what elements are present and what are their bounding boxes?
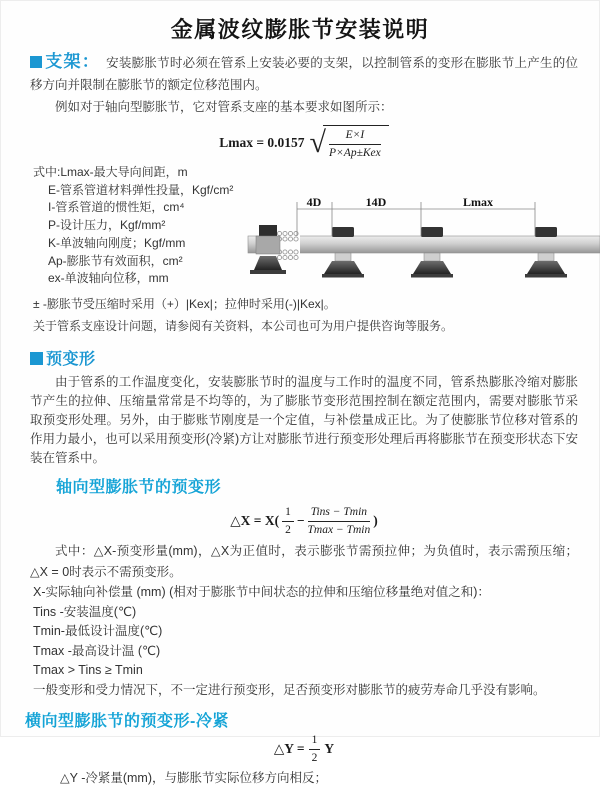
fraction-denominator: 2 [311, 751, 318, 764]
section-bullet-icon [30, 56, 42, 68]
support-intro-text: 安装膨胀节时必须在管系上安装必要的支架，以控制管系的变形在膨胀节上产生的位移方向并限制在膨胀节的额定位移范围内。 [30, 56, 579, 92]
pipe-support-diagram [246, 194, 600, 286]
dimension-label-14d: 14D [365, 195, 387, 209]
preform-heading-text: 预变形 [46, 351, 96, 368]
axial-note-line: 一般变形和受力情况下，不一定进行预变形，足否预变形对膨胀节的疲劳寿命几乎没有影响。 [33, 682, 546, 697]
sqrt-expression [310, 125, 389, 161]
support-section-title: 支架： [45, 52, 101, 71]
support-example-line: 例如对于轴向型膨胀节，它对管系支座的基本要求如图所示： [55, 100, 393, 114]
axial-definition-line: Tmax > Tins ≥ Tmin [33, 663, 143, 677]
definition-item: E-管系管道材料弹性投量，Kgf/cm² [48, 182, 234, 197]
lmax-fraction-denominator: P×Ap±Kex [329, 147, 381, 159]
dimension-label-lmax: Lmax [463, 195, 493, 209]
lmax-fraction-numerator: E×I [329, 128, 381, 145]
lmax-fraction [329, 128, 381, 161]
fraction-numerator: 1 [309, 733, 321, 750]
axial-definition-line: X-实际轴向补偿量 (mm) (相对于膨胀节中间状态的拉伸和压缩位移量绝对值之和)： [33, 585, 490, 599]
document-content [0, 51, 600, 788]
axial-definition-line: Tmax -最高设计温 (℃) [33, 643, 161, 658]
axial-where-paragraph: 式中：△X-预变形量(mm)，△X为正值时，表示膨张节需预拉伸；为负值时，表示需预压缩；△X = 0时表示不需预变形。 [30, 544, 578, 579]
definition-item: ex-单波轴向位移，mm [48, 271, 169, 286]
definition-item: 式中:Lmax-最大导向间距，m [33, 165, 188, 179]
support-intro-paragraph [30, 51, 578, 96]
definition-item: P-设计压力，Kgf/mm² [48, 218, 166, 233]
plus-minus-note: ± -膨胀节受压缩时采用（+）|Kex|；拉伸时采用(-)|Kex|。 [33, 297, 336, 311]
pipe [248, 236, 600, 253]
definition-item: Ap-膨胀节有效面积，cm² [48, 253, 183, 268]
dimension-label-4d: 4D [306, 195, 322, 209]
lateral-preform-formula [30, 735, 578, 763]
lateral-note-line: △Y -冷紧量(mm)，与膨胀节实际位移方向相反； [60, 771, 328, 785]
lateral-subheading: 横向型膨胀节的预变形-冷紧 [25, 713, 229, 730]
fraction-denominator: Tmax − Tmin [307, 523, 371, 536]
sqrt-radical-icon: √ [309, 126, 327, 159]
sqrt-radicand [323, 125, 389, 161]
page-title: 金属波纹膨胀节安装说明 [170, 17, 430, 42]
preform-section-heading [30, 346, 578, 369]
fraction-denominator: 2 [285, 523, 291, 536]
fraction-numerator: Tins − Tmin [308, 505, 371, 522]
definitions-and-diagram [30, 164, 578, 292]
definition-item: K-单波轴向刚度；Kgf/mm [48, 235, 186, 250]
axial-preform-formula [30, 505, 578, 537]
lateral-formula-rhs: Y [324, 741, 335, 756]
right-paren: ) [373, 513, 378, 528]
axial-definition-line: Tins -安装温度(℃) [33, 604, 137, 619]
one-half-fraction [282, 505, 294, 538]
one-half-fraction [309, 733, 321, 766]
service-note: 关于管系支座设计问题，请参阅有关资料，本公司也可为用户提供咨询等服务。 [33, 319, 454, 333]
lmax-formula-lhs: Lmax = 0.0157 [219, 135, 305, 150]
lateral-formula-lhs: △Y = [273, 741, 305, 756]
lmax-formula [30, 124, 578, 162]
axial-definition-line: Tmin-最低设计温度(℃) [33, 624, 163, 638]
definition-item: I-管系管道的惯性矩，cm⁴ [48, 200, 185, 215]
temperature-ratio-fraction [308, 505, 371, 538]
axial-subheading: 轴向型膨胀节的预变形 [56, 479, 222, 496]
section-bullet-icon [30, 352, 43, 365]
axial-formula-lhs: △X = X( [230, 513, 280, 528]
minus-sign: − [296, 513, 305, 528]
preform-paragraph: 由于管系的工作温度变化，安装膨胀节时的温度与工作时的温度不同，管系热膨胀冷缩对膨胀节产生的拉伸、压缩量常常是不均等的，为了膨胀节变形范围控制在额定范围内，需要对膨胀节采取预变形处理。另外，由于膨账节刚度是一个定值，与补偿量成正比。为了使膨胀节位移对管系的作用力最小，也可以采用预变形(冷紧)方让对膨胀节进行预变形处理后再将膨胀节在预变形状态下安装在管系中。 [30, 375, 578, 465]
fraction-numerator: 1 [282, 505, 294, 522]
